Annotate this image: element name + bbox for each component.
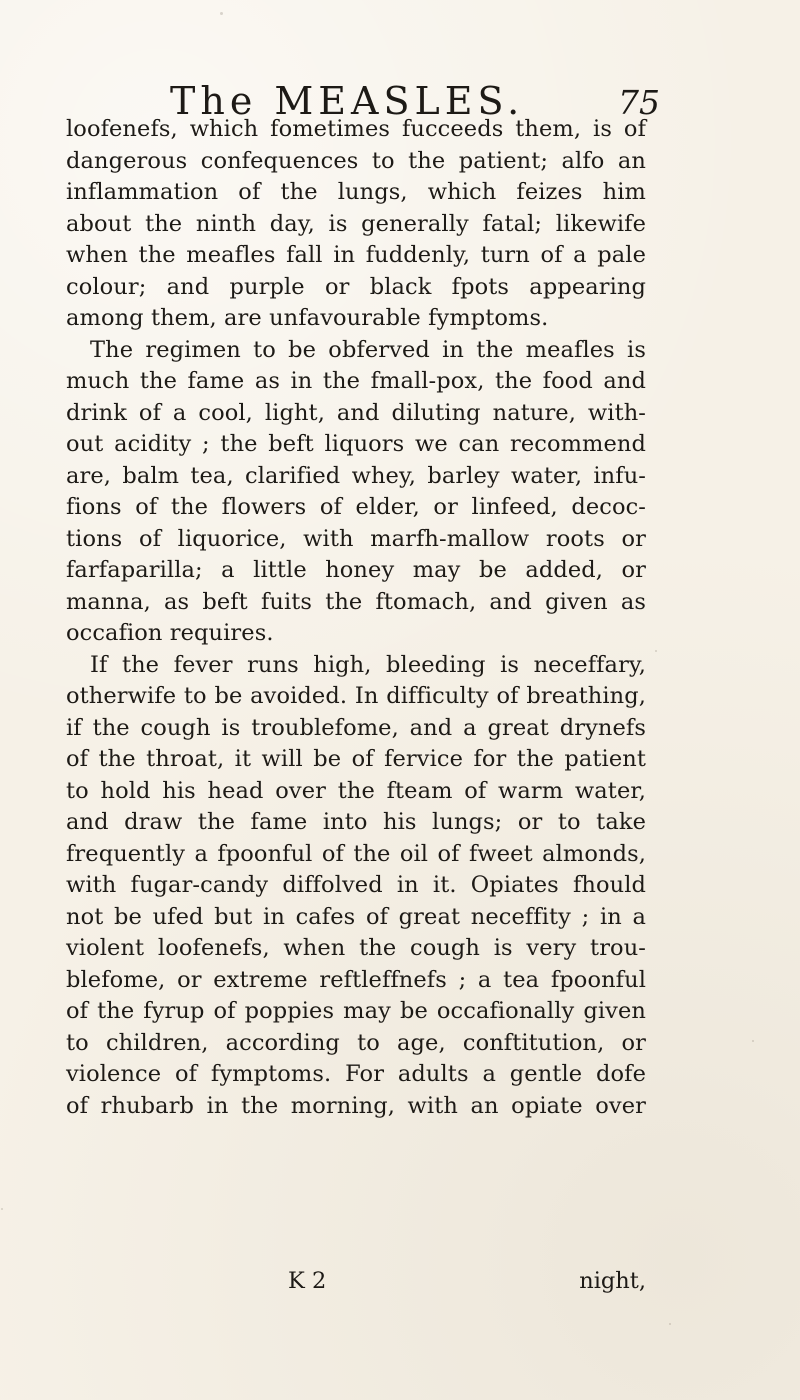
text-line: fions of the flowers of elder, or linfeed, decoc- <box>66 494 646 520</box>
paper-speck <box>1 1208 3 1210</box>
text-line: manna, as beft fuits the ftomach, and given as <box>66 588 646 615</box>
text-line: of the fyrup of poppies may be occafionally given <box>66 998 646 1024</box>
text-line: dangerous confequences to the patient; alfo an <box>66 147 646 174</box>
paper-speck <box>655 650 657 652</box>
text-line: are, balm tea, clarified whey, barley water, infu- <box>66 462 646 489</box>
text-line: loofenefs, which fometimes fucceeds them, is of <box>66 116 646 142</box>
text-line: out acidity ; the beft liquors we can recommend <box>66 431 646 457</box>
text-line: of rhubarb in the morning, with an opiate over <box>66 1092 646 1119</box>
text-line: with fugar-candy diffolved in it. Opiates fhould <box>66 872 646 898</box>
page-number: 75 <box>618 83 660 122</box>
text-line: not be ufed but in cafes of great neceffity ; in a <box>66 903 646 930</box>
text-line: The regimen to be obferved in the meafles is <box>90 336 646 363</box>
text-line: violence of fymptoms. For adults a gentle dofe <box>66 1061 646 1087</box>
text-line: of the throat, it will be of fervice for the patient <box>66 746 646 772</box>
text-line: occafion requires. <box>66 620 274 646</box>
text-line: farfaparilla; a little honey may be added, or <box>66 557 646 583</box>
text-line: inflammation of the lungs, which feizes him <box>66 179 646 205</box>
text-line: blefome, or extreme reftleffnefs ; a tea fpoonful <box>66 966 646 993</box>
text-line: and draw the fame into his lungs; or to take <box>66 809 646 835</box>
body-text <box>66 114 646 1122</box>
text-line: to hold his head over the fteam of warm water, <box>66 777 646 804</box>
text-line: drink of a cool, light, and diluting nature, with- <box>66 399 646 426</box>
text-line: to children, according to age, conftitution, or <box>66 1029 646 1056</box>
paper-speck <box>220 12 223 15</box>
text-line: tions of liquorice, with marfh-mallow roots or <box>66 525 646 552</box>
text-line: much the fame as in the fmall-pox, the food and <box>66 368 646 394</box>
page-footer <box>66 1266 646 1300</box>
paper-speck <box>669 1323 671 1325</box>
running-title: The MEASLES. <box>170 79 525 123</box>
paper-speck <box>752 1040 754 1042</box>
text-line: violent loofenefs, when the cough is very trou- <box>66 935 646 961</box>
text-line: If the fever runs high, bleeding is neceffary, <box>90 651 646 678</box>
text-line: about the ninth day, is generally fatal; likewife <box>66 210 646 237</box>
catchword: night, <box>579 1268 646 1294</box>
text-line: otherwife to be avoided. In difficulty of breathing, <box>66 683 646 709</box>
text-line: colour; and purple or black fpots appearing <box>66 273 646 300</box>
text-line: if the cough is troublefome, and a great drynefs <box>66 714 646 741</box>
text-line: when the meafles fall in fuddenly, turn of a pale <box>66 242 646 268</box>
text-line: frequently a fpoonful of the oil of fweet almonds, <box>66 840 646 867</box>
signature-mark: K 2 <box>288 1268 327 1294</box>
text-line: among them, are unfavourable fymptoms. <box>66 305 549 331</box>
